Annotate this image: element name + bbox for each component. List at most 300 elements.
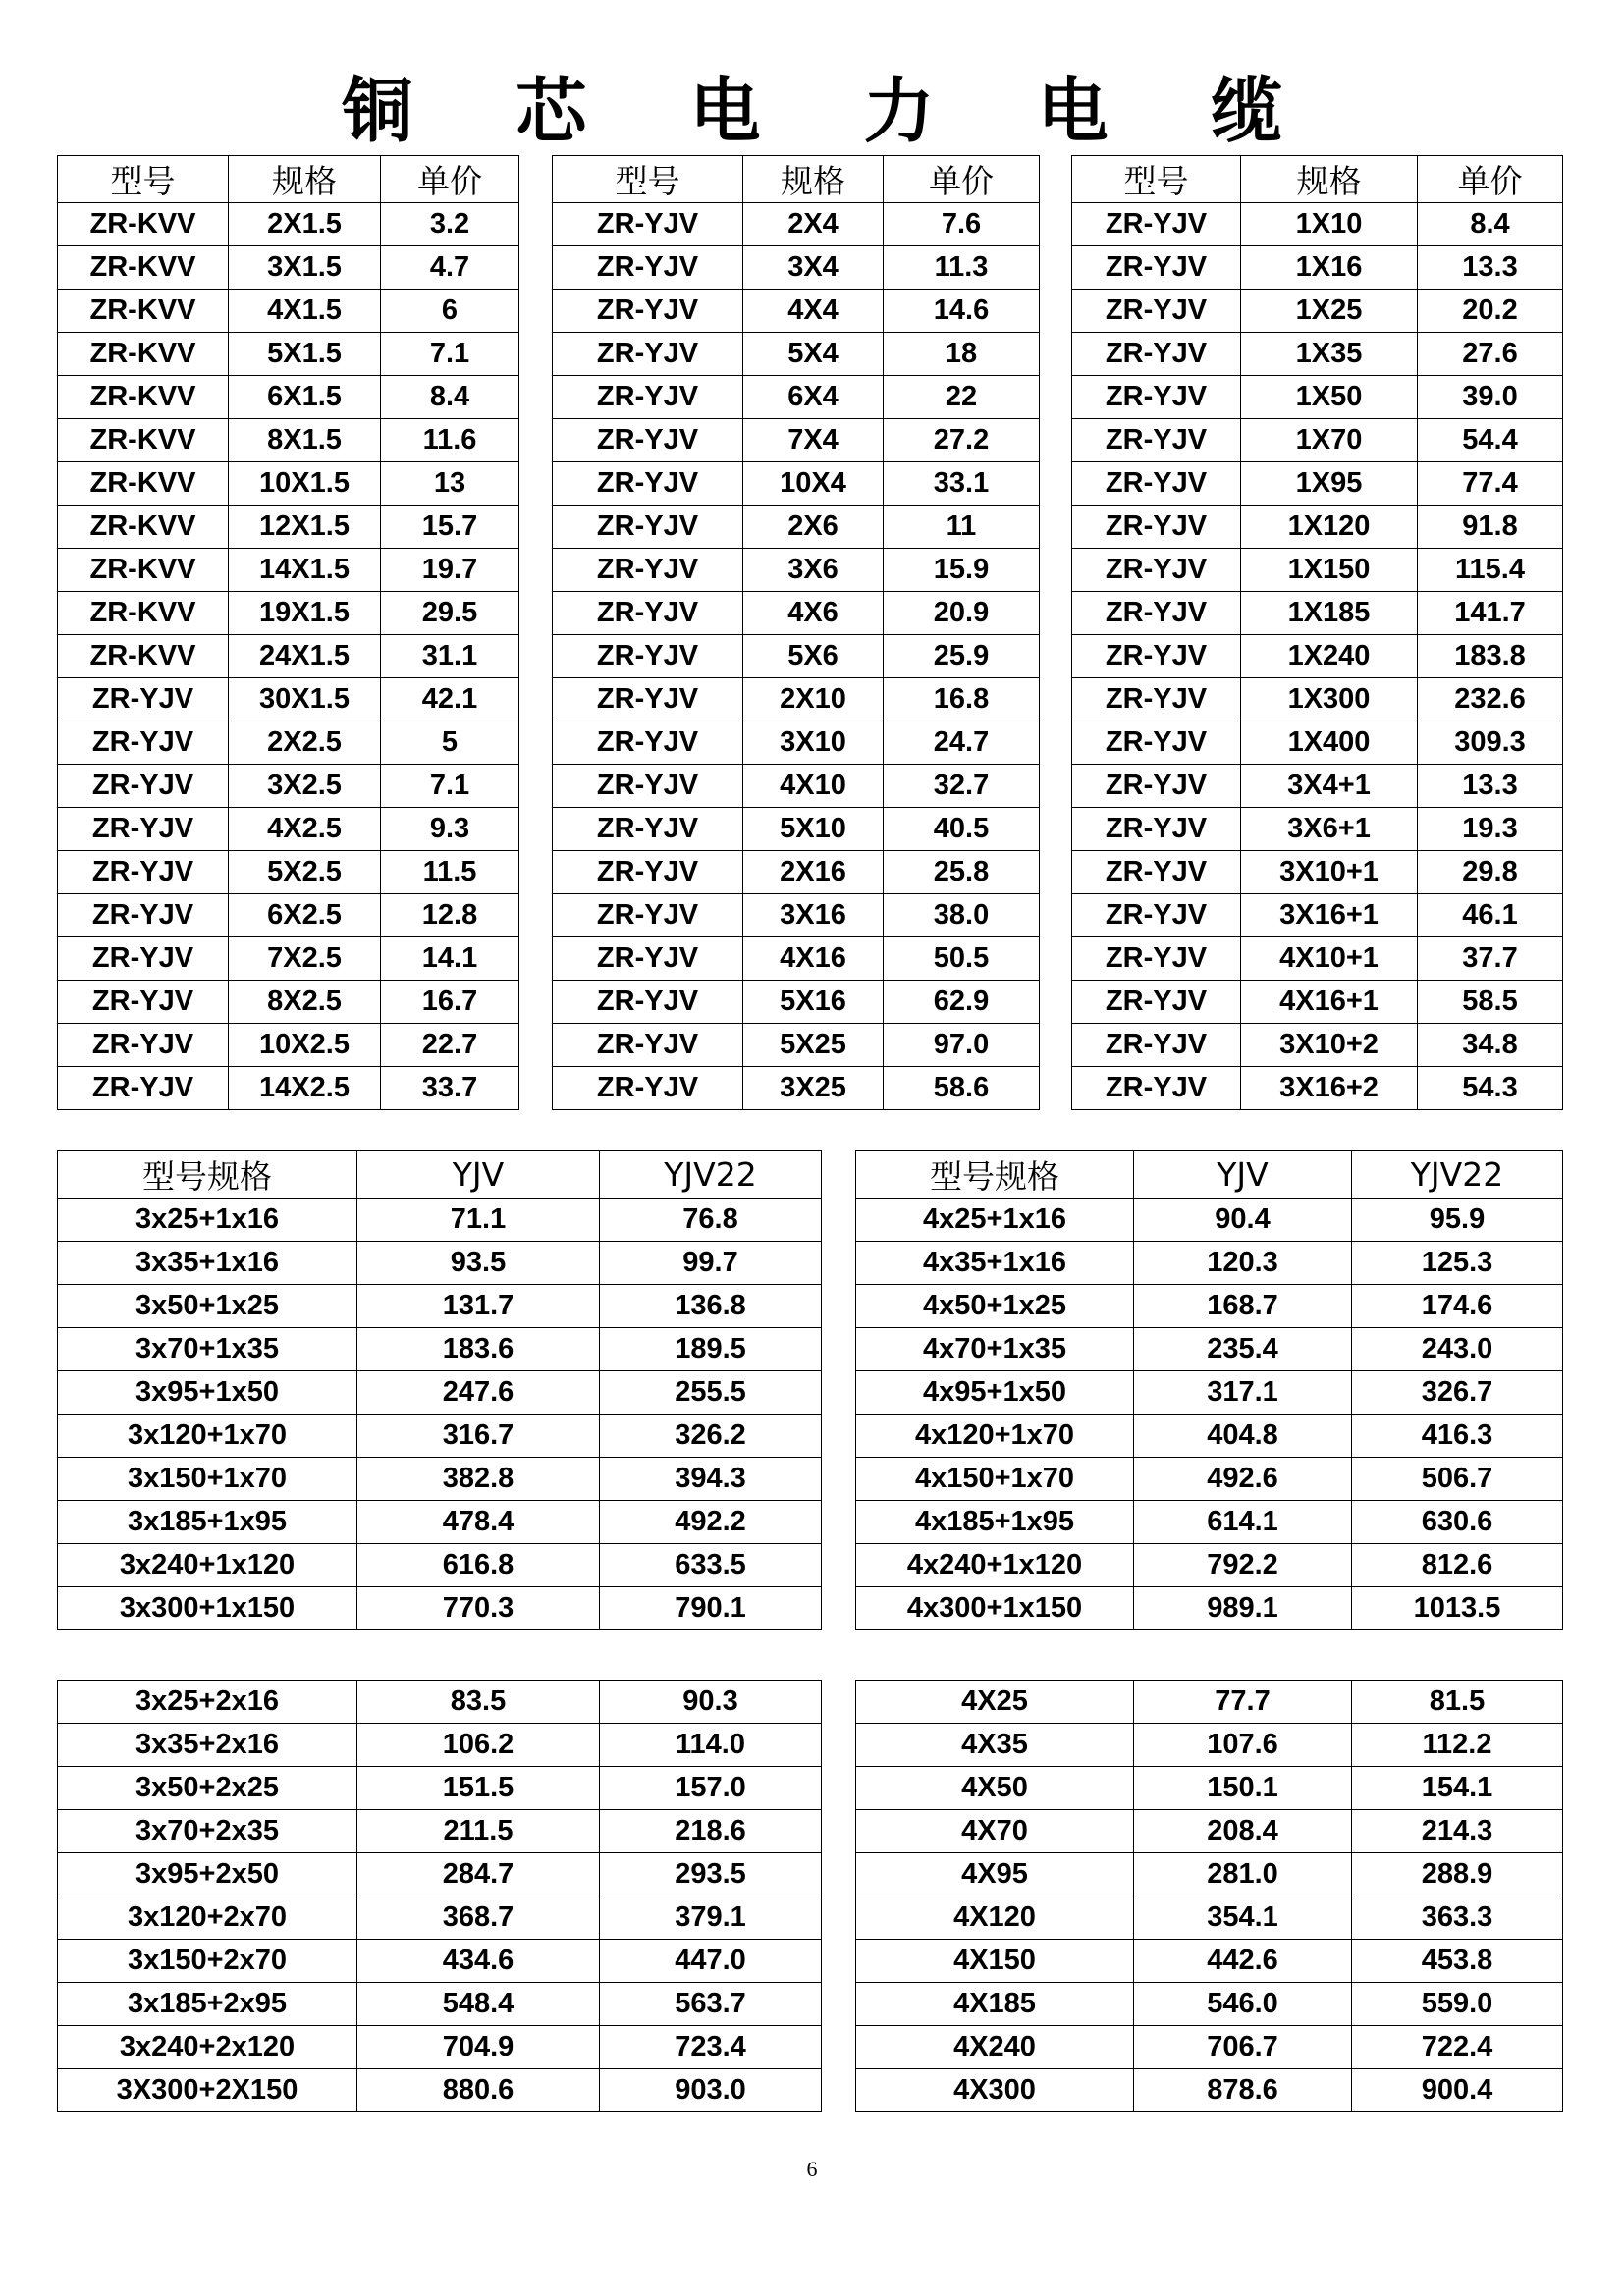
table-cell: 293.5 [600,1853,822,1896]
table-row [58,1940,822,1983]
table-cell: 154.1 [1352,1767,1563,1810]
table-cell: ZR-YJV [58,851,229,894]
table-cell: ZR-YJV [553,937,743,981]
table-row [58,1896,822,1940]
table-cell: 4X35 [856,1724,1134,1767]
table-cell: 3x70+1x35 [58,1328,357,1371]
table-cell: 633.5 [600,1544,822,1587]
table-row [58,1501,822,1544]
table-cell: 13.3 [1418,765,1563,808]
table-cell: 3X25 [743,1067,884,1110]
table-row [553,549,1040,592]
table-cell: ZR-KVV [58,462,229,506]
table-cell: 7.6 [884,203,1040,246]
table-row [58,1024,519,1067]
table-row [58,203,519,246]
column-header: YJV [357,1151,600,1199]
table-row [1072,765,1563,808]
table-cell: 54.3 [1418,1067,1563,1110]
table-cell: 46.1 [1418,894,1563,937]
table-row [856,1681,1563,1724]
table-cell: ZR-YJV [1072,290,1241,333]
table-row [58,1544,822,1587]
table-cell: 5X4 [743,333,884,376]
table-cell: 211.5 [357,1810,600,1853]
table-cell: 22 [884,376,1040,419]
header-row [856,1151,1563,1199]
table-cell: 3X16+2 [1241,1067,1418,1110]
table-row [856,1810,1563,1853]
table-cell: 3x50+1x25 [58,1285,357,1328]
table-row [58,419,519,462]
table-cell: 6X4 [743,376,884,419]
table-cell: 90.3 [600,1681,822,1724]
table-cell: 189.5 [600,1328,822,1371]
table-cell: 1X95 [1241,462,1418,506]
table-cell: 34.8 [1418,1024,1563,1067]
table-row [553,808,1040,851]
table-row [856,1458,1563,1501]
table-cell: 5 [381,721,519,765]
column-header: 型号规格 [58,1151,357,1199]
table-cell: 77.4 [1418,462,1563,506]
table-cell: 4X50 [856,1767,1134,1810]
table-row [1072,462,1563,506]
table-cell: 99.7 [600,1242,822,1285]
table-row [856,1328,1563,1371]
table-cell: ZR-YJV [58,765,229,808]
table-cell: 19X1.5 [229,592,381,635]
table-cell: 309.3 [1418,721,1563,765]
table-cell: 83.5 [357,1681,600,1724]
table-row [58,721,519,765]
table-cell: 878.6 [1134,2069,1352,2112]
table-cell: 5X2.5 [229,851,381,894]
table-cell: 354.1 [1134,1896,1352,1940]
table-cell: 3X1.5 [229,246,381,290]
table-cell: 208.4 [1134,1810,1352,1853]
table-cell: ZR-KVV [58,549,229,592]
table-row [856,1587,1563,1630]
price-table-bottom-right [855,1680,1563,2112]
table-cell: 16.8 [884,678,1040,721]
table-row [553,462,1040,506]
table-cell: 120.3 [1134,1242,1352,1285]
table-cell: 1X16 [1241,246,1418,290]
table-cell: 903.0 [600,2069,822,2112]
table-row [553,635,1040,678]
table-row [856,1724,1563,1767]
table-cell: 2X4 [743,203,884,246]
table-cell: 243.0 [1352,1328,1563,1371]
table-cell: 22.7 [381,1024,519,1067]
table-cell: 14X2.5 [229,1067,381,1110]
table-cell: 3X16+1 [1241,894,1418,937]
table-cell: ZR-YJV [553,808,743,851]
table-cell: 614.1 [1134,1501,1352,1544]
table-row [856,2026,1563,2069]
table-row [553,333,1040,376]
table-cell: 478.4 [357,1501,600,1544]
table-cell: 5X16 [743,981,884,1024]
table-row [58,851,519,894]
table-cell: 150.1 [1134,1767,1352,1810]
table-cell: 4x35+1x16 [856,1242,1134,1285]
table-cell: 3x185+1x95 [58,1501,357,1544]
table-row [58,2026,822,2069]
table-cell: 218.6 [600,1810,822,1853]
table-row [58,506,519,549]
table-row [58,333,519,376]
table-cell: 183.8 [1418,635,1563,678]
table-cell: 76.8 [600,1199,822,1242]
table-row [856,1285,1563,1328]
table-cell: 326.2 [600,1415,822,1458]
table-cell: 29.8 [1418,851,1563,894]
table-cell: 37.7 [1418,937,1563,981]
table-cell: 790.1 [600,1587,822,1630]
table-cell: 112.2 [1352,1724,1563,1767]
table-cell: 71.1 [357,1199,600,1242]
table-cell: 7X2.5 [229,937,381,981]
table-cell: 8.4 [381,376,519,419]
table-row [58,808,519,851]
table-cell: 12X1.5 [229,506,381,549]
table-cell: 174.6 [1352,1285,1563,1328]
table-cell: ZR-KVV [58,635,229,678]
table-cell: 8X2.5 [229,981,381,1024]
table-row [856,1415,1563,1458]
table-row [553,678,1040,721]
table-cell: 3x240+2x120 [58,2026,357,2069]
table-cell: 317.1 [1134,1371,1352,1415]
table-row [58,1285,822,1328]
table-cell: 3X6+1 [1241,808,1418,851]
table-row [58,1458,822,1501]
table-row [1072,376,1563,419]
table-cell: 107.6 [1134,1724,1352,1767]
table-cell: 3x300+1x150 [58,1587,357,1630]
table-cell: 1X10 [1241,203,1418,246]
table-cell: 288.9 [1352,1853,1563,1896]
table-cell: 3X6 [743,549,884,592]
table-cell: 4X25 [856,1681,1134,1724]
table-cell: ZR-YJV [553,506,743,549]
table-cell: 4X10 [743,765,884,808]
table-cell: 50.5 [884,937,1040,981]
table-cell: ZR-KVV [58,246,229,290]
table-cell: 3x50+2x25 [58,1767,357,1810]
table-cell: ZR-YJV [1072,1024,1241,1067]
table-row [58,635,519,678]
table-cell: 706.7 [1134,2026,1352,2069]
table-cell: 4X6 [743,592,884,635]
table-row [1072,1067,1563,1110]
column-header: 单价 [884,156,1040,203]
column-header: 型号 [553,156,743,203]
table-cell: 880.6 [357,2069,600,2112]
page-number: 6 [806,2157,818,2181]
table-cell: ZR-YJV [1072,851,1241,894]
table-cell: 91.8 [1418,506,1563,549]
column-header: YJV22 [600,1151,822,1199]
table-cell: 6X2.5 [229,894,381,937]
price-table-top-right [1071,155,1563,1110]
table-cell: 11.3 [884,246,1040,290]
table-cell: 39.0 [1418,376,1563,419]
table-cell: 3X10 [743,721,884,765]
table-cell: 563.7 [600,1983,822,2026]
table-cell: ZR-KVV [58,290,229,333]
table-cell: 447.0 [600,1940,822,1983]
table-row [58,549,519,592]
table-row [553,506,1040,549]
table-cell: ZR-YJV [1072,592,1241,635]
table-cell: 114.0 [600,1724,822,1767]
table-cell: 3x95+1x50 [58,1371,357,1415]
table-row [856,1242,1563,1285]
table-cell: ZR-YJV [58,721,229,765]
table-cell: 7X4 [743,419,884,462]
table-row [58,765,519,808]
table-cell: 2X1.5 [229,203,381,246]
table-row [58,1242,822,1285]
table-cell: 616.8 [357,1544,600,1587]
table-cell: 812.6 [1352,1544,1563,1587]
table-cell: 4x95+1x50 [856,1371,1134,1415]
table-cell: 255.5 [600,1371,822,1415]
table-cell: 492.6 [1134,1458,1352,1501]
table-row [58,1067,519,1110]
table-row [553,721,1040,765]
table-cell: 1X70 [1241,419,1418,462]
table-row [1072,246,1563,290]
table-row [58,1853,822,1896]
table-row [58,937,519,981]
table-cell: 106.2 [357,1724,600,1767]
table-cell: 14.1 [381,937,519,981]
column-header: 单价 [1418,156,1563,203]
table-cell: ZR-YJV [1072,333,1241,376]
table-cell: ZR-YJV [553,1024,743,1067]
table-cell: 3x35+1x16 [58,1242,357,1285]
table-cell: 27.2 [884,419,1040,462]
table-cell: ZR-YJV [553,290,743,333]
table-cell: 3X10+1 [1241,851,1418,894]
table-row [553,981,1040,1024]
table-row [58,592,519,635]
table-cell: 3x150+1x70 [58,1458,357,1501]
table-cell: ZR-YJV [1072,419,1241,462]
table-cell: 2X2.5 [229,721,381,765]
table-cell: ZR-YJV [553,635,743,678]
table-cell: 3x25+1x16 [58,1199,357,1242]
table-cell: 25.9 [884,635,1040,678]
table-cell: 8X1.5 [229,419,381,462]
table-row [58,1810,822,1853]
table-cell: ZR-YJV [1072,981,1241,1024]
price-table-middle-left [57,1150,822,1630]
table-cell: 11 [884,506,1040,549]
table-row [58,1983,822,2026]
table-cell: 2X6 [743,506,884,549]
table-cell: ZR-YJV [1072,635,1241,678]
table-row [1072,506,1563,549]
table-cell: ZR-YJV [553,678,743,721]
table-cell: 404.8 [1134,1415,1352,1458]
table-cell: ZR-YJV [553,462,743,506]
table-cell: 5X25 [743,1024,884,1067]
table-cell: 3X4+1 [1241,765,1418,808]
table-cell: 3x150+2x70 [58,1940,357,1983]
table-row [58,2069,822,2112]
table-row [856,1767,1563,1810]
table-cell: 18 [884,333,1040,376]
table-cell: 4x185+1x95 [856,1501,1134,1544]
table-cell: 3x70+2x35 [58,1810,357,1853]
table-row [58,462,519,506]
table-cell: 4X16+1 [1241,981,1418,1024]
column-header: YJV [1134,1151,1352,1199]
table-row [58,246,519,290]
table-cell: 42.1 [381,678,519,721]
table-row [1072,894,1563,937]
table-cell: 546.0 [1134,1983,1352,2026]
table-cell: 1X185 [1241,592,1418,635]
table-cell: 58.6 [884,1067,1040,1110]
table-cell: ZR-YJV [58,1067,229,1110]
table-cell: 1X50 [1241,376,1418,419]
table-cell: 7.1 [381,765,519,808]
table-cell: 1X400 [1241,721,1418,765]
table-row [1072,1024,1563,1067]
table-cell: 13.3 [1418,246,1563,290]
table-cell: 4X120 [856,1896,1134,1940]
header-row [553,156,1040,203]
table-cell: 20.9 [884,592,1040,635]
table-row [1072,592,1563,635]
table-cell: 4X150 [856,1940,1134,1983]
header-row [58,1151,822,1199]
table-row [58,1724,822,1767]
table-row [553,376,1040,419]
table-cell: 4x70+1x35 [856,1328,1134,1371]
table-row [553,419,1040,462]
table-row [553,203,1040,246]
column-header: 型号 [1072,156,1241,203]
table-cell: 704.9 [357,2026,600,2069]
table-cell: 3X10+2 [1241,1024,1418,1067]
table-cell: 368.7 [357,1896,600,1940]
table-row [856,1896,1563,1940]
table-cell: 5X10 [743,808,884,851]
table-cell: 10X2.5 [229,1024,381,1067]
column-header: 型号 [58,156,229,203]
table-row [1072,203,1563,246]
table-cell: 4X300 [856,2069,1134,2112]
table-cell: 1X240 [1241,635,1418,678]
table-cell: 1X120 [1241,506,1418,549]
table-cell: 183.6 [357,1328,600,1371]
table-cell: 157.0 [600,1767,822,1810]
table-cell: 97.0 [884,1024,1040,1067]
table-cell: 4X95 [856,1853,1134,1896]
table-row [1072,937,1563,981]
table-row [553,765,1040,808]
table-cell: ZR-YJV [1072,376,1241,419]
table-cell: ZR-YJV [1072,765,1241,808]
table-cell: 31.1 [381,635,519,678]
table-row [58,1371,822,1415]
table-cell: 40.5 [884,808,1040,851]
table-cell: 382.8 [357,1458,600,1501]
table-cell: 6X1.5 [229,376,381,419]
table-cell: ZR-YJV [553,1067,743,1110]
table-row [58,678,519,721]
table-cell: 8.4 [1418,203,1563,246]
table-cell: ZR-KVV [58,376,229,419]
table-cell: ZR-YJV [1072,203,1241,246]
table-cell: 559.0 [1352,1983,1563,2026]
table-cell: 792.2 [1134,1544,1352,1587]
table-cell: 1X35 [1241,333,1418,376]
table-cell: ZR-YJV [1072,894,1241,937]
table-cell: 548.4 [357,1983,600,2026]
table-cell: 10X4 [743,462,884,506]
table-cell: ZR-YJV [1072,937,1241,981]
table-cell: 81.5 [1352,1681,1563,1724]
table-cell: 3X300+2X150 [58,2069,357,2112]
header-row [1072,156,1563,203]
table-row [856,1940,1563,1983]
table-cell: 316.7 [357,1415,600,1458]
table-row [58,981,519,1024]
table-row [58,894,519,937]
price-table-bottom-left [57,1680,822,2112]
table-cell: 16.7 [381,981,519,1024]
table-row [58,1767,822,1810]
table-cell: 19.3 [1418,808,1563,851]
table-cell: ZR-KVV [58,506,229,549]
table-row [553,1024,1040,1067]
table-cell: 32.7 [884,765,1040,808]
table-cell: 4x300+1x150 [856,1587,1134,1630]
table-cell: 20.2 [1418,290,1563,333]
price-table-top-left [57,155,519,1110]
table-cell: 379.1 [600,1896,822,1940]
price-table-middle-right [855,1150,1563,1630]
column-header: 规格 [1241,156,1418,203]
table-cell: 4X16 [743,937,884,981]
table-cell: 4x25+1x16 [856,1199,1134,1242]
table-row [553,246,1040,290]
table-cell: 3x240+1x120 [58,1544,357,1587]
table-cell: 4X2.5 [229,808,381,851]
table-row [553,937,1040,981]
table-cell: ZR-YJV [553,419,743,462]
table-row [1072,808,1563,851]
table-cell: 492.2 [600,1501,822,1544]
table-cell: 989.1 [1134,1587,1352,1630]
table-cell: 394.3 [600,1458,822,1501]
table-cell: ZR-KVV [58,592,229,635]
table-row [856,1501,1563,1544]
table-row [58,1587,822,1630]
table-cell: 232.6 [1418,678,1563,721]
table-cell: 19.7 [381,549,519,592]
table-cell: 4X4 [743,290,884,333]
table-cell: 58.5 [1418,981,1563,1024]
